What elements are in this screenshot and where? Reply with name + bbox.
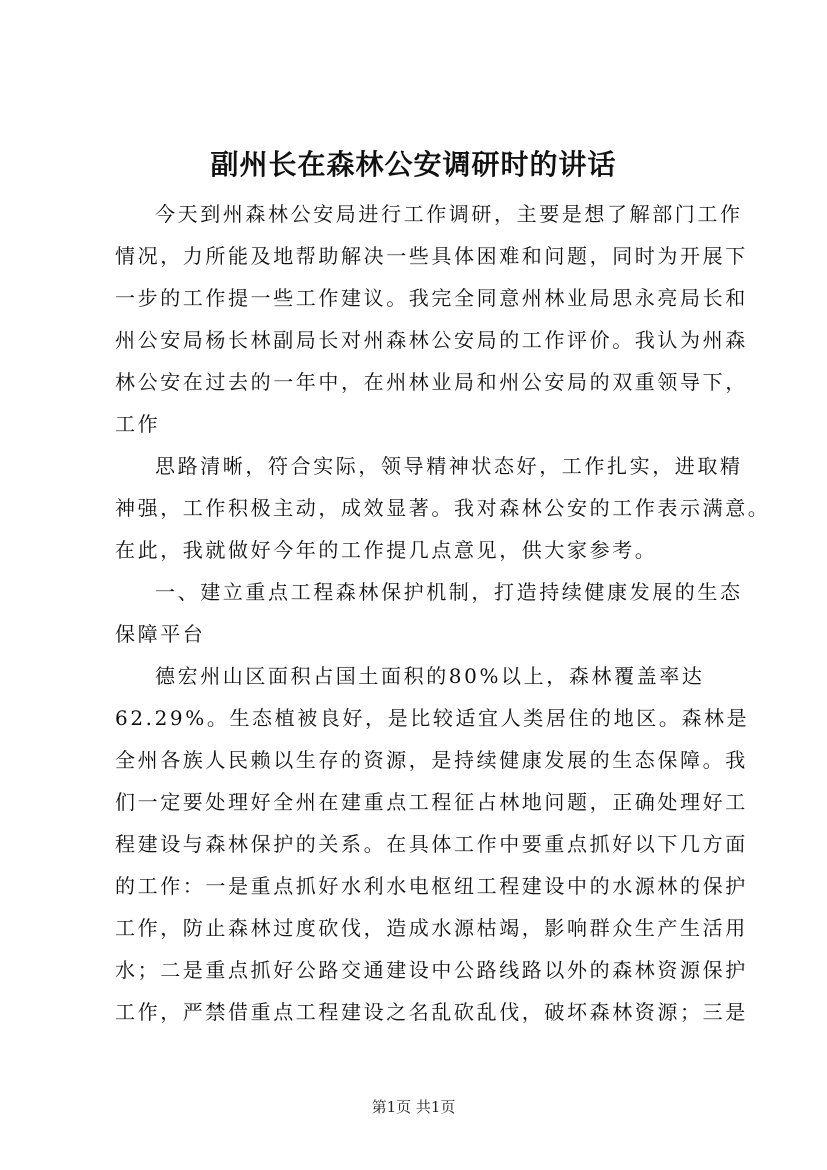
paragraph-line-17: 水；二是重点抓好公路交通建设中公路线路以外的森林资源保护: [115, 958, 748, 982]
section-heading-line-1: 一、建立重点工程森林保护机制，打造持续健康发展的生态: [155, 580, 743, 604]
paragraph-line-13: 们一定要处理好全州在建重点工程征占林地问题，正确处理好工: [115, 790, 748, 814]
paragraph-line-9: 在此，我就做好今年的工作提几点意见，供大家参考。: [115, 538, 658, 562]
paragraph-line-2: 情况，力所能及地帮助解决一些具体困难和问题，同时为开展下: [115, 244, 748, 268]
document-title: 副州长在森林公安调研时的讲话: [210, 148, 617, 181]
paragraph-line-10: 德宏州山区面积占国土面积的80%以上，森林覆盖率达: [155, 664, 705, 688]
paragraph-line-1: 今天到州森林公安局进行工作调研，主要是想了解部门工作: [155, 202, 743, 226]
paragraph-line-6: 工作: [115, 412, 161, 436]
page-footer: 第1页 共1页: [371, 1098, 456, 1116]
paragraph-line-3: 一步的工作提一些工作建议。我完全同意州林业局思永亮局长和: [115, 286, 748, 310]
paragraph-line-14: 程建设与森林保护的关系。在具体工作中要重点抓好以下几方面: [115, 832, 748, 856]
paragraph-line-11: 62.29%。生态植被良好，是比较适宜人类居住的地区。森林是: [115, 706, 750, 730]
paragraph-line-18: 工作，严禁借重点工程建设之名乱砍乱伐，破坏森林资源；三是: [115, 1000, 748, 1024]
paragraph-line-8: 神强，工作积极主动，成效显著。我对森林公安的工作表示满意。: [115, 496, 771, 520]
paragraph-line-12: 全州各族人民赖以生存的资源，是持续健康发展的生态保障。我: [115, 748, 748, 772]
paragraph-line-4: 州公安局杨长林副局长对州森林公安局的工作评价。我认为州森: [115, 328, 748, 352]
paragraph-line-7: 思路清晰，符合实际，领导精神状态好，工作扎实，进取精: [155, 454, 743, 478]
paragraph-line-16: 工作，防止森林过度砍伐，造成水源枯竭，影响群众生产生活用: [115, 916, 748, 940]
paragraph-line-15: 的工作：一是重点抓好水利水电枢纽工程建设中的水源林的保护: [115, 874, 748, 898]
section-heading-line-2: 保障平台: [115, 622, 206, 646]
paragraph-line-5: 林公安在过去的一年中，在州林业局和州公安局的双重领导下，: [115, 370, 748, 394]
